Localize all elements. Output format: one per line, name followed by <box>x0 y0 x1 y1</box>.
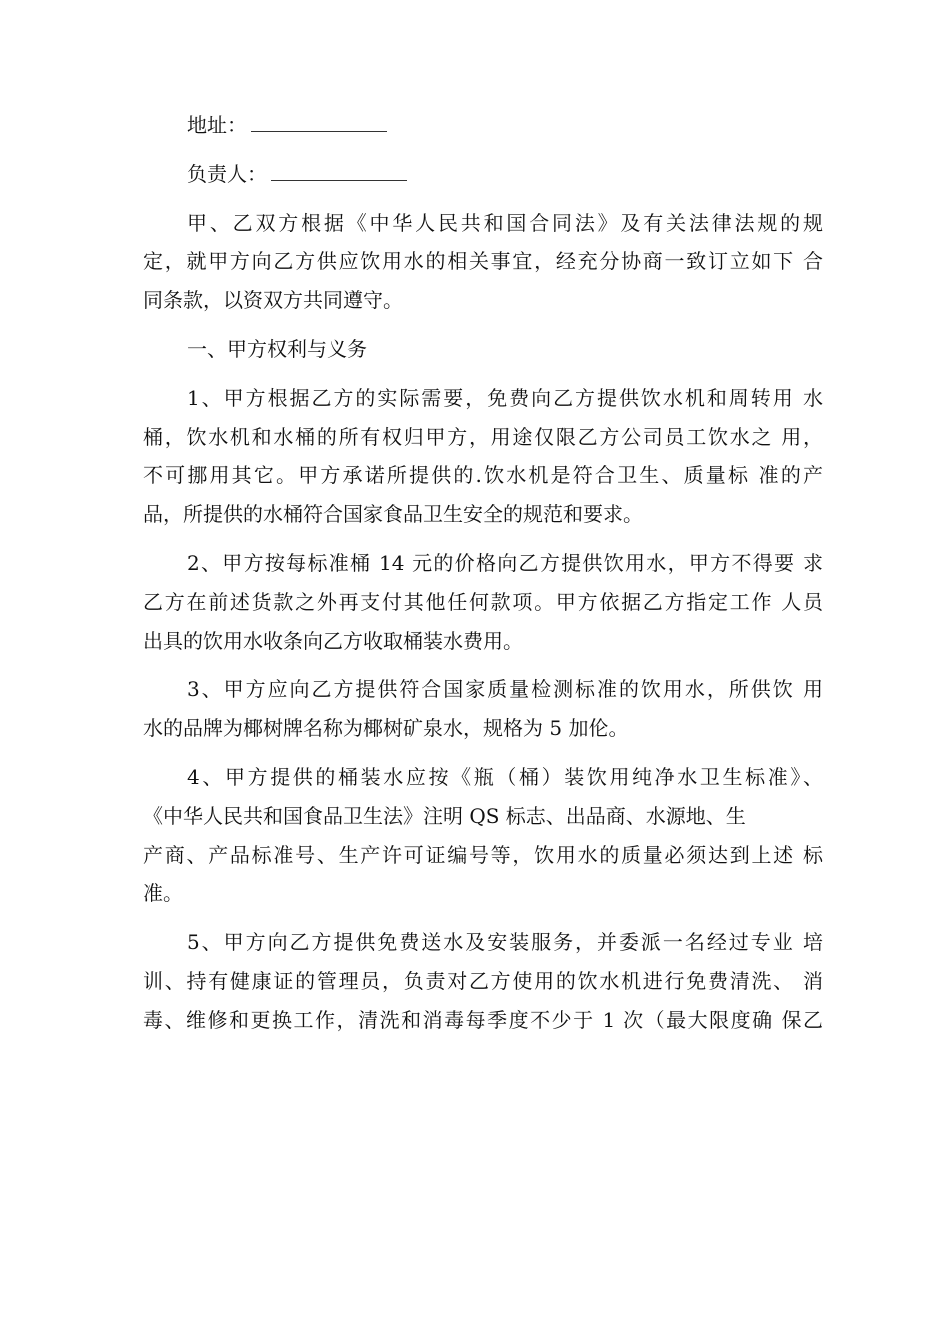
paragraph-line: 3、甲方应向乙方提供符合国家质量检测标准的饮用水，所供饮 用 <box>187 677 823 702</box>
paragraph-line: 《中华人民共和国食品卫生法》注明 QS 标志、出品商、水源地、生 <box>143 803 746 828</box>
address-label: 地址： <box>187 113 247 137</box>
paragraph-line: 出具的饮用水收条向乙方收取桶装水费用。 <box>143 628 523 653</box>
contact-field <box>143 155 823 194</box>
paragraph-line: 产商、产品标准号、生产许可证编号等，饮用水的质量必须达到上述 标 <box>143 842 823 867</box>
contract-body <box>143 106 823 1050</box>
paragraph-line: 1、甲方根据乙方的实际需要，免费向乙方提供饮水机和周转用 水 <box>187 385 823 410</box>
address-field <box>143 106 823 145</box>
paragraph-line: 甲、乙双方根据《中华人民共和国合同法》及有关法律法规的规 <box>187 210 823 235</box>
clause-1 <box>143 379 823 534</box>
paragraph-line: 5、甲方向乙方提供免费送水及安装服务，并委派一名经过专业 培 <box>187 930 823 955</box>
clause-2 <box>143 544 823 660</box>
paragraph-line: 桶，饮水机和水桶的所有权归甲方，用途仅限乙方公司员工饮水之 用， <box>143 424 823 449</box>
address-blank <box>251 107 387 132</box>
paragraph-line: 不可挪用其它。甲方承诺所提供的.饮水机是符合卫生、质量标 准的产 <box>143 463 823 488</box>
paragraph-line: 4、甲方提供的桶装水应按《瓶（桶）装饮用纯净水卫生标准》、 <box>187 764 823 789</box>
clause-5 <box>143 923 823 1039</box>
intro-paragraph <box>143 204 823 320</box>
paragraph-line: 毒、维修和更换工作，清洗和消毒每季度不少于 1 次（最大限度确 保乙 <box>143 1007 823 1032</box>
clause-3 <box>143 670 823 748</box>
paragraph-line: 同条款，以资双方共同遵守。 <box>143 288 403 313</box>
paragraph-line: 准。 <box>143 881 183 906</box>
paragraph-line: 乙方在前述货款之外再支付其他任何款项。甲方依据乙方指定工作 人员 <box>143 589 823 614</box>
section-title: 一、甲方权利与义务 <box>187 336 367 361</box>
paragraph-line: 训、持有健康证的管理员，负责对乙方使用的饮水机进行免费清洗、 消 <box>143 968 823 993</box>
contact-blank <box>271 156 407 181</box>
paragraph-line: 定，就甲方向乙方供应饮用水的相关事宜，经充分协商一致订立如下 合 <box>143 249 823 274</box>
paragraph-line: 品，所提供的水桶符合国家食品卫生安全的规范和要求。 <box>143 502 643 527</box>
paragraph-line: 水的品牌为椰树牌名称为椰树矿泉水，规格为 5 加伦。 <box>143 716 629 741</box>
clause-4 <box>143 758 823 913</box>
paragraph-line: 2、甲方按每标准桶 14 元的价格向乙方提供饮用水，甲方不得要 求 <box>187 550 823 575</box>
contact-label: 负责人： <box>187 161 267 186</box>
